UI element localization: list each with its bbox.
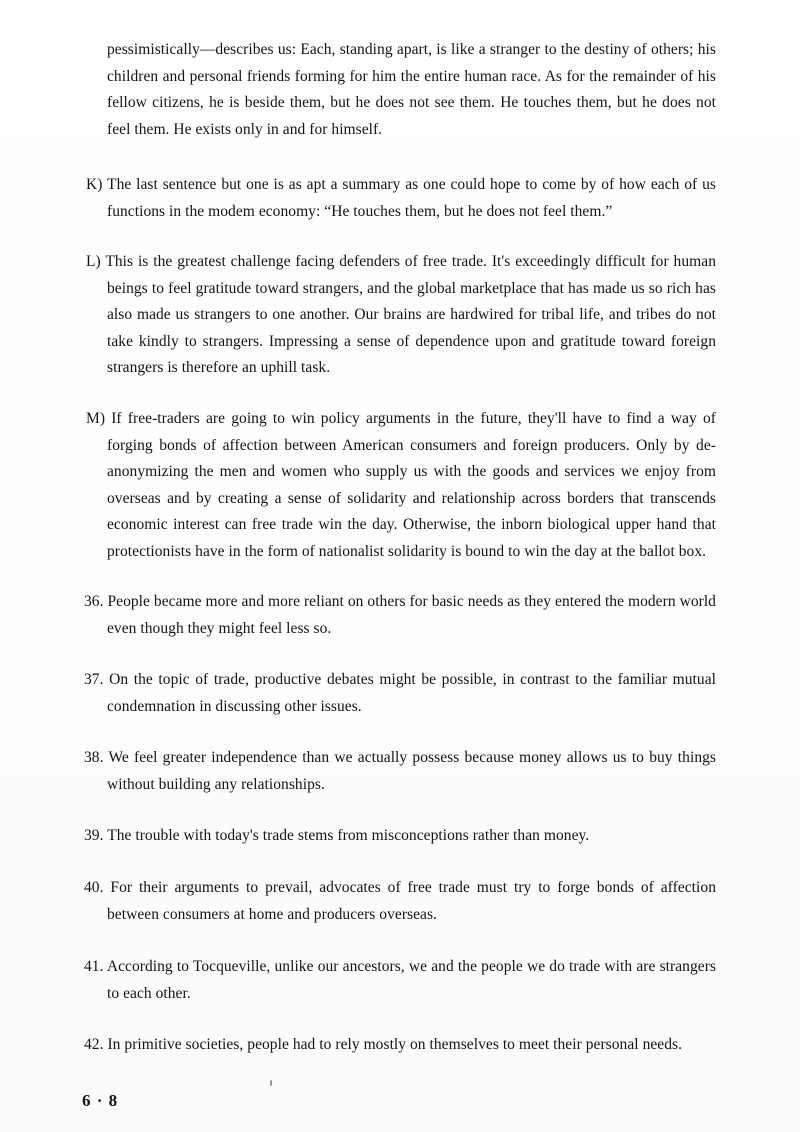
paragraph-k-text: The last sentence but one is as apt a summary as one could hope to come by of how each of us functions in the modem economy: “He touches them, but he does not feel them.” (107, 176, 716, 220)
question-40-number: 40. (84, 879, 104, 896)
continued-paragraph (107, 37, 716, 143)
paragraph-l (86, 249, 716, 382)
continued-paragraph-text: pessimistically—describes us: Each, standing apart, is like a stranger to the destiny of others; his children and personal friends forming for him the entire human race. As for the remainder of his fellow citizens, he is beside them, but he does not see them. He touches them, but he does not feel them. He exists only in and for himself. (107, 41, 716, 138)
paragraph-m (86, 406, 716, 565)
question-37-body (84, 667, 716, 720)
question-41-number: 41. (84, 958, 104, 975)
question-41 (84, 954, 716, 1007)
paragraph-m-text: If free-traders are going to win policy arguments in the future, they'll have to find a way of forging bonds of affection between American consumers and foreign producers. Only by de-anonymizing the men and women who supply us with the goods and services we enjoy from overseas and by creating a sense of solidarity and relationship across borders that transcends economic interest can free trade win the day. Otherwise, the inborn biological upper hand that protectionists have in the form of nationalist solidarity is bound to win the day at the ballot box. (107, 410, 716, 560)
paragraph-m-letter: M) (86, 410, 106, 427)
question-42 (84, 1032, 716, 1059)
paragraph-k (86, 172, 716, 225)
paragraph-k-letter: K) (86, 176, 103, 193)
question-38-text: We feel greater independence than we actually possess because money allows us to buy things without building any relationships. (107, 749, 716, 793)
page-number: 6 · 8 (82, 1091, 119, 1110)
question-39-number: 39. (84, 827, 104, 844)
paragraph-l-body (86, 249, 716, 382)
question-36-body (84, 589, 716, 642)
question-36 (84, 589, 716, 642)
question-41-text: According to Tocqueville, unlike our ancestors, we and the people we do trade with are strangers to each other. (106, 958, 716, 1002)
question-42-number: 42. (84, 1036, 104, 1053)
question-38-body (84, 745, 716, 798)
question-41-body (84, 954, 716, 1007)
question-40 (84, 875, 716, 928)
question-39 (84, 823, 716, 850)
scan-speck (270, 1080, 272, 1086)
question-37-text: On the topic of trade, productive debates might be possible, in contrast to the familiar mutual condemnation in discussing other issues. (107, 671, 716, 715)
question-39-body (84, 823, 716, 850)
paragraph-k-body (86, 172, 716, 225)
question-36-text: People became more and more reliant on others for basic needs as they entered the modern world even though they might feel less so. (107, 593, 716, 637)
paragraph-l-letter: L) (86, 253, 101, 270)
question-36-number: 36. (84, 593, 104, 610)
question-42-body (84, 1032, 716, 1059)
paragraph-l-text: This is the greatest challenge facing defenders of free trade. It's exceedingly difficult for human beings to feel gratitude toward strangers, and the global marketplace that has made us so rich has also made us strangers to one another. Our brains are hardwired for tribal life, and tribes do not take kindly to strangers. Impressing a sense of dependence upon and gratitude toward foreign strangers is therefore an uphill task. (105, 253, 716, 376)
question-38-number: 38. (84, 749, 104, 766)
question-37-number: 37. (84, 671, 104, 688)
question-42-text: In primitive societies, people had to rely mostly on themselves to meet their personal needs. (107, 1036, 683, 1053)
question-40-body (84, 875, 716, 928)
paragraph-m-body (86, 406, 716, 565)
question-40-text: For their arguments to prevail, advocates of free trade must try to forge bonds of affection between consumers at home and producers overseas. (107, 879, 716, 923)
question-39-text: The trouble with today's trade stems from misconceptions rather than money. (107, 827, 590, 844)
question-37 (84, 667, 716, 720)
question-38 (84, 745, 716, 798)
